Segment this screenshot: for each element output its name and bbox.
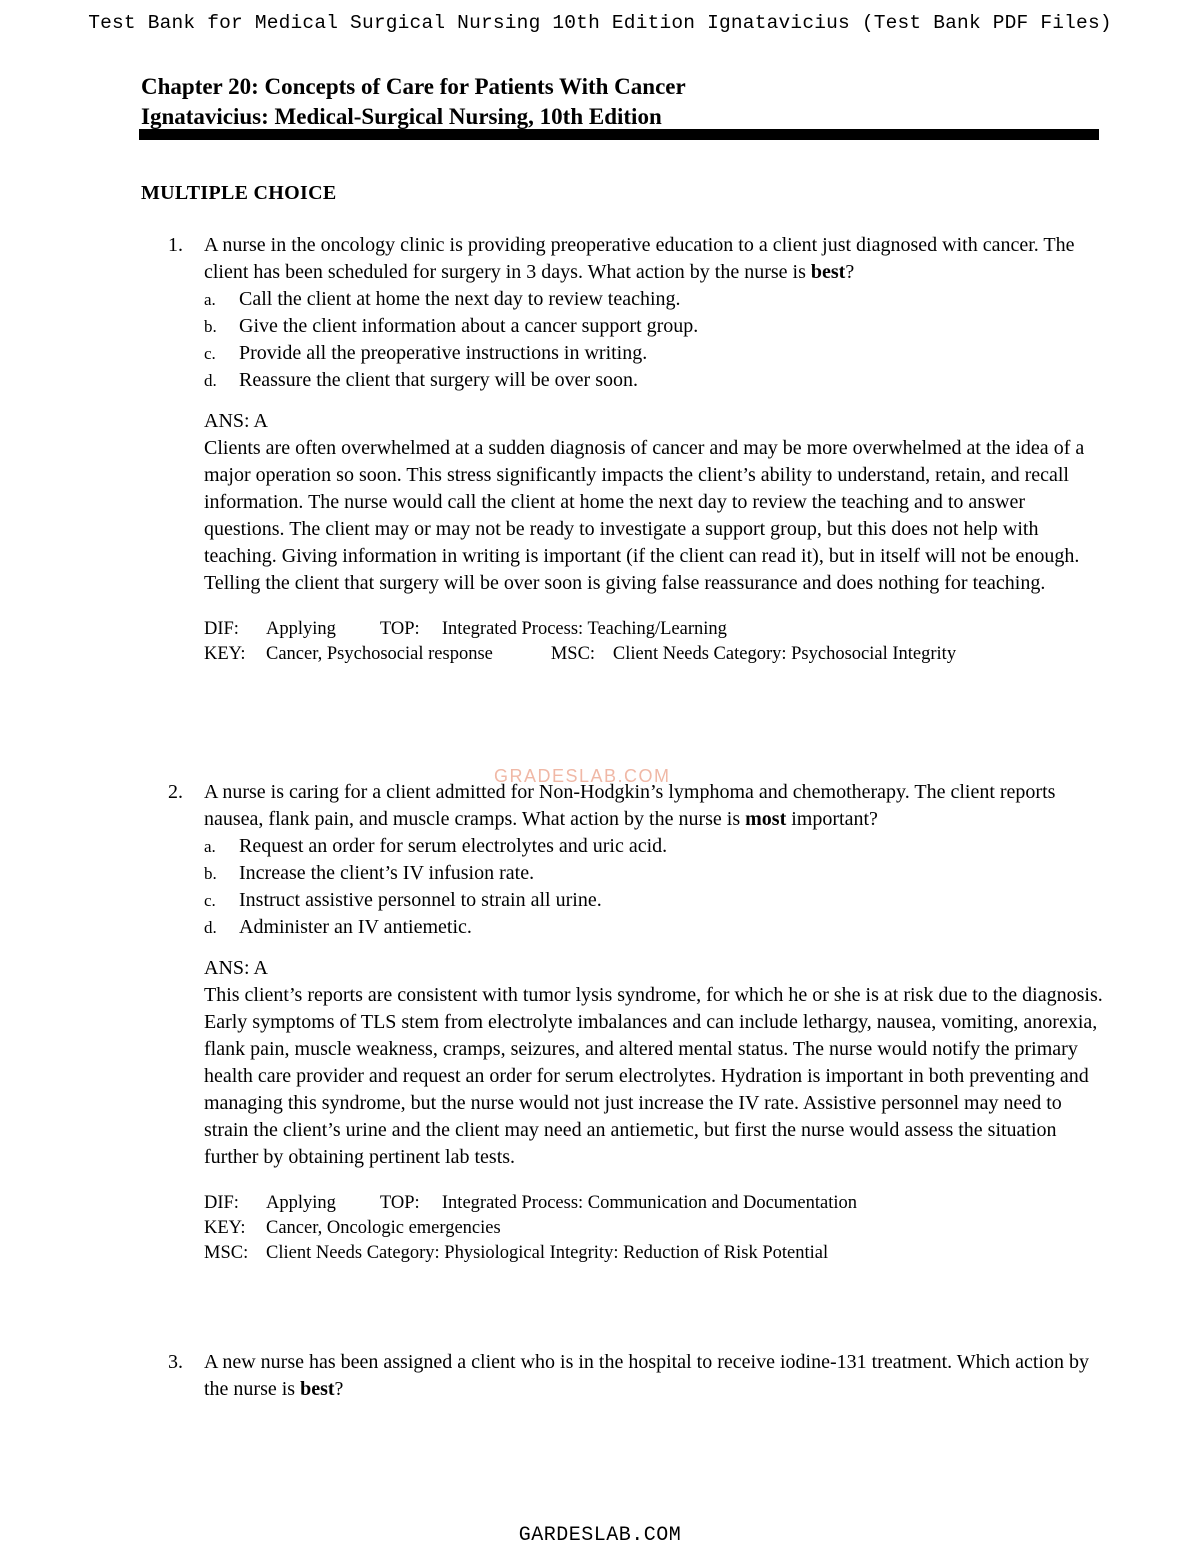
difficulty: Applying xyxy=(266,1193,336,1213)
stem-emphasis: most xyxy=(745,808,787,830)
chapter-title: Chapter 20: Concepts of Care for Patients With Cancer xyxy=(141,74,686,99)
option-a: a. Call the client at home the next day to review teaching. xyxy=(204,288,681,310)
option-d: d. Administer an IV antiemetic. xyxy=(204,916,472,938)
question-metadata: DIF: Applying TOP: Integrated Process: Teaching/Learning KEY: Cancer, Psychosocial response MSC: Client Needs Category: Psychosocial Integrity xyxy=(204,619,957,664)
option-d: d. Reassure the client that surgery will be over soon. xyxy=(204,369,638,391)
option-c: c. Instruct assistive personnel to strain all urine. xyxy=(204,889,602,911)
section-title: MULTIPLE CHOICE xyxy=(141,182,337,204)
stem-emphasis: best xyxy=(300,1378,335,1400)
topic: Integrated Process: Communication and Documentation xyxy=(441,1193,858,1213)
question-1 xyxy=(0,232,1200,667)
question-stem: A new nurse has been assigned a client who is in the hospital to receive iodine-131 treatment. Which action by the nurse is best? xyxy=(204,1351,1089,1400)
option-list xyxy=(204,286,1104,394)
option-c: c. Provide all the preoperative instructions in writing. xyxy=(204,342,648,364)
difficulty: Applying xyxy=(266,619,336,639)
msc-category: Client Needs Category: Psychosocial Integrity xyxy=(612,644,957,664)
question-2 xyxy=(0,779,1200,1266)
rationale: Clients are often overwhelmed at a sudden diagnosis of cancer and may be more overwhelmed at the idea of a major operation so soon. This stress significantly impacts the client’s ability to understand, retain, and recall information. The nurse would call the client at home the next day to review the teaching and to answer questions. The client may or may not be ready to investigate a support group, but this does not help with teaching. Giving information in writing is important (if the client can read it), but in itself will not be enough. Telling the client that surgery will be over soon is giving false reassurance and does nothing for teaching. xyxy=(204,437,1085,594)
answer: ANS: A xyxy=(204,410,268,432)
chapter-subtitle: Ignatavicius: Medical-Surgical Nursing, 10th Edition xyxy=(141,104,662,129)
chapter-heading xyxy=(141,72,686,132)
option-list xyxy=(204,833,1104,941)
keywords: Cancer, Psychosocial response xyxy=(266,644,493,664)
question-stem: A nurse is caring for a client admitted for Non-Hodgkin’s lymphoma and chemotherapy. The client reports nausea, flank pain, and muscle cramps. What action by the nurse is most important? xyxy=(204,781,1056,830)
question-metadata: DIF: Applying TOP: Integrated Process: Communication and Documentation KEY: Cancer, Oncologic emergencies MSC: Client Needs Category: Physiological Integrity: Reduction of Risk Potential xyxy=(204,1193,858,1263)
msc-category: Client Needs Category: Physiological Integrity: Reduction of Risk Potential xyxy=(266,1243,829,1263)
option-a: a. Request an order for serum electrolytes and uric acid. xyxy=(204,835,668,857)
keywords: Cancer, Oncologic emergencies xyxy=(266,1218,501,1238)
question-stem: A nurse in the oncology clinic is providing preoperative education to a client just diagnosed with cancer. The client has been scheduled for surgery in 3 days. What action by the nurse is best? xyxy=(204,234,1075,283)
question-number: 2. xyxy=(168,781,183,803)
stem-emphasis: best xyxy=(810,261,846,283)
option-b: b. Increase the client’s IV infusion rate. xyxy=(204,862,535,884)
answer: ANS: A xyxy=(204,957,268,979)
option-b: b. Give the client information about a cancer support group. xyxy=(204,315,699,337)
topic: Integrated Process: Teaching/Learning xyxy=(441,619,727,639)
page-footer: GARDESLAB.COM xyxy=(518,1524,682,1547)
question-3 xyxy=(0,1349,1200,1403)
question-number: 1. xyxy=(168,234,183,256)
rationale: This client’s reports are consistent with tumor lysis syndrome, for which he or she is at risk due to the diagnosis. Early symptoms of TLS stem from electrolyte imbalances and can include lethargy, nausea, vomiting, anorexia, flank pain, muscle weakness, cramps, seizures, and altered mental status. The nurse would notify the primary health care provider and request an order for serum electrolytes. Hydration is important in both preventing and managing this syndrome, but the nurse would not just increase the IV rate. Assistive personnel may need to strain the client’s urine and the client may need an antiemetic, but first the nurse would assess the situation further by obtaining pertinent lab tests. xyxy=(204,984,1103,1168)
heading-rule xyxy=(139,129,1099,140)
watermark: GRADESLAB.COM xyxy=(494,766,671,786)
question-number: 3. xyxy=(168,1351,183,1373)
page-header: Test Bank for Medical Surgical Nursing 10th Edition Ignatavicius (Test Bank PDF Files) xyxy=(88,12,1112,34)
